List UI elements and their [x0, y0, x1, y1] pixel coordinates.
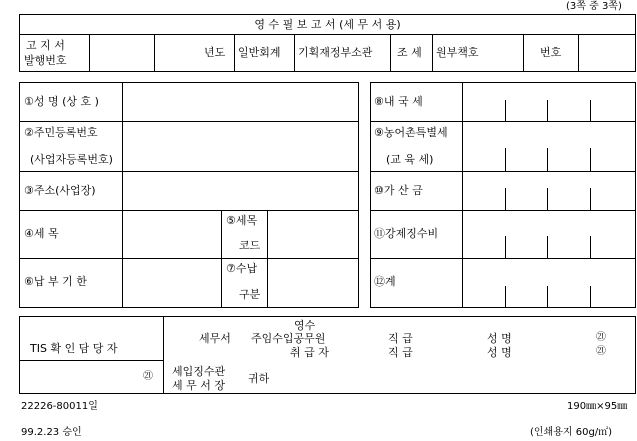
divider: [432, 34, 433, 72]
divider: [267, 210, 268, 308]
amount-tick: [590, 236, 591, 258]
divider: [19, 360, 163, 361]
amount-tick: [590, 188, 591, 210]
amount-tick: [505, 100, 506, 121]
amount-tick: [590, 100, 591, 121]
receipt-label: 영수: [294, 319, 316, 332]
divider: [163, 316, 164, 394]
number-label: 번호: [540, 46, 562, 59]
payment-type-label: 구분: [239, 288, 261, 301]
approval-date: 99.2.23 승인: [21, 427, 82, 438]
page-title: 영 수 필 보 고 서 (세 무 서 용): [254, 18, 401, 31]
name-label: ①성 명 (상 호 ): [24, 95, 99, 108]
receiving-officer-label: 주임수입공무원: [251, 332, 326, 345]
domestic-tax-label: ⑧내 국 세: [374, 95, 423, 108]
position-label: 직 급: [388, 346, 413, 359]
due-date-label: ⑥납 부 기 한: [24, 275, 87, 288]
amount-tick: [590, 286, 591, 308]
divider: [370, 210, 636, 211]
divider: [19, 121, 359, 122]
total-label: ⑫계: [374, 275, 396, 288]
amount-tick: [547, 100, 548, 121]
tax-item-label: ④세 목: [24, 227, 59, 240]
amount-tick: [547, 188, 548, 210]
divider: [390, 34, 391, 72]
education-tax-label: (교 육 세): [386, 153, 434, 166]
ministry-label: 기획재정부소관: [298, 46, 373, 59]
business-no-label: (사업자등록번호): [30, 153, 113, 166]
year-label: 년도: [204, 46, 226, 59]
seal-mark: ㉑: [596, 332, 606, 343]
issue-no-label: 발행번호: [24, 54, 67, 67]
divider: [89, 34, 90, 72]
tax-office-head-label: 세 무 서 장: [172, 379, 225, 392]
divider: [370, 121, 636, 122]
divider: [122, 82, 123, 308]
rural-tax-label: ⑨농어촌특별세: [374, 126, 448, 139]
form-code: 22226-80011일: [21, 401, 98, 412]
issue-no-label: 고 지 서: [26, 39, 65, 52]
addressee-label: 귀하: [248, 372, 270, 385]
divider: [523, 34, 524, 72]
divider: [370, 171, 636, 172]
page-indicator: (3쪽 중 3쪽): [566, 1, 622, 12]
tax-collector-label: 세입징수관: [172, 365, 226, 378]
form-size: 190㎜×95㎜: [567, 401, 628, 412]
account-item-label: 원부책호: [436, 46, 479, 59]
payment-type-label: ⑦수납: [226, 262, 258, 275]
enforcement-fee-label: ⑪강제징수비: [374, 227, 439, 240]
divider: [221, 210, 222, 308]
seal-mark: ㉑: [143, 371, 153, 382]
tax-label: 조 세: [397, 46, 422, 59]
amount-tick: [547, 236, 548, 258]
general-account-label: 일반회계: [238, 46, 281, 59]
resident-no-label: ②주민등록번호: [24, 126, 98, 139]
amount-tick: [505, 286, 506, 308]
tax-code-label: 코드: [239, 239, 261, 252]
amount-tick: [590, 148, 591, 171]
additional-tax-label: ⑩가 산 금: [374, 184, 423, 197]
amount-tick: [547, 286, 548, 308]
divider: [462, 82, 463, 308]
amount-tick: [505, 236, 506, 258]
paper-spec: (인쇄용지 60g/㎡): [530, 427, 613, 438]
amount-tick: [505, 188, 506, 210]
amount-tick: [547, 148, 548, 171]
tax-office-label: 세무서: [199, 332, 231, 345]
divider: [19, 210, 359, 211]
position-label: 직 급: [388, 332, 413, 345]
address-label: ③주소(사업장): [24, 184, 96, 197]
divider: [234, 34, 235, 72]
handler-label: 취 급 자: [290, 346, 329, 359]
officer-name-label: 성 명: [487, 332, 512, 345]
seal-mark: ㉑: [596, 346, 606, 357]
tax-code-label: ⑤세목: [226, 214, 258, 227]
divider: [294, 34, 295, 72]
divider: [19, 258, 359, 259]
divider: [154, 34, 155, 72]
divider: [19, 171, 359, 172]
divider: [578, 34, 579, 72]
amount-tick: [505, 148, 506, 171]
divider: [370, 258, 636, 259]
officer-name-label: 성 명: [487, 346, 512, 359]
divider: [19, 34, 636, 35]
tis-officer-label: TIS 확 인 담 당 자: [30, 342, 118, 355]
